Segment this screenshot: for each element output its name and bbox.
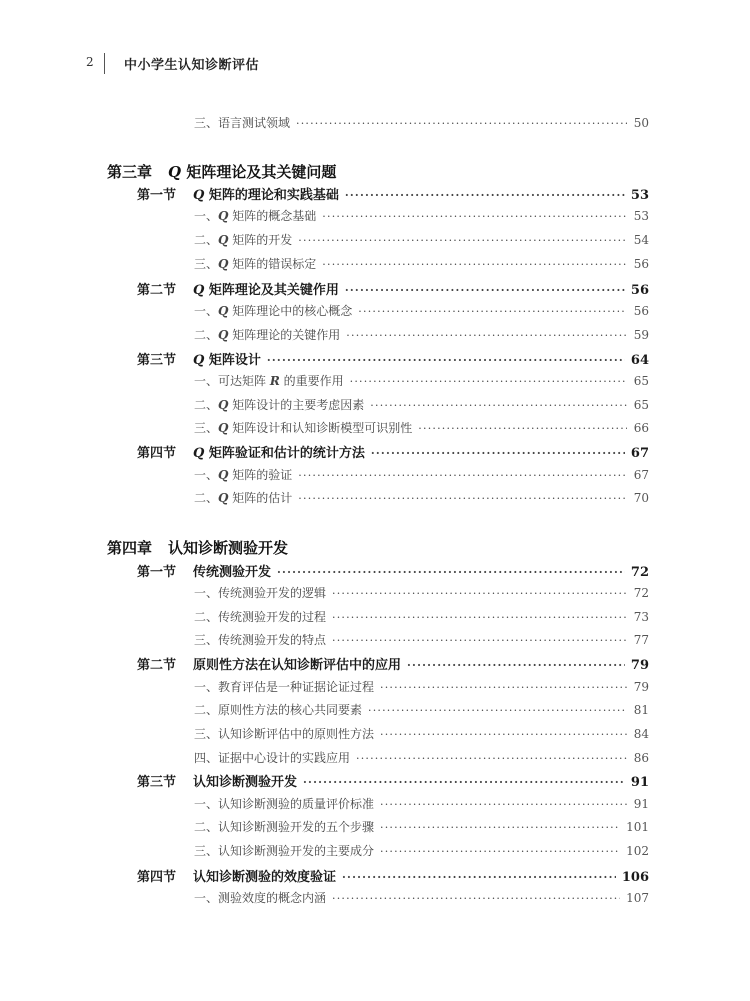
leader-dots	[332, 611, 627, 624]
section-number: 第二节	[137, 658, 177, 673]
leader-dots	[356, 752, 627, 765]
toc-item	[194, 749, 649, 766]
leader-dots	[322, 258, 627, 271]
leader-dots	[296, 117, 627, 130]
running-header	[86, 54, 686, 72]
section-number: 第一节	[137, 188, 177, 203]
leader-dots	[380, 798, 627, 811]
section-heading	[137, 771, 297, 790]
page-ref: 50	[633, 116, 649, 130]
leader-dots	[277, 566, 625, 579]
toc-section	[137, 184, 649, 203]
leader-dots	[407, 659, 625, 672]
item-title: 一、Q 矩阵的验证	[194, 468, 293, 482]
section-title-symbol: Q	[193, 188, 205, 203]
toc-item	[194, 231, 649, 248]
page-ref: 56	[633, 257, 649, 271]
toc-item	[194, 419, 649, 436]
section-title: 认知诊断测验开发	[193, 775, 298, 790]
section-heading	[137, 654, 401, 673]
item-title: 一、可达矩阵 R 的重要作用	[194, 374, 344, 388]
section-heading	[137, 442, 365, 461]
toc-section	[137, 771, 649, 790]
item-title: 二、Q 矩阵的开发	[194, 233, 293, 247]
toc-item	[194, 207, 649, 224]
page-ref: 65	[633, 374, 649, 388]
item-title-symbol: Q	[218, 304, 229, 318]
page-ref: 106	[621, 870, 649, 885]
page-ref: 67	[630, 446, 649, 461]
section-heading	[137, 184, 339, 203]
page-ref: 73	[633, 610, 649, 624]
page-ref: 79	[630, 658, 649, 673]
leader-dots	[298, 492, 627, 505]
leader-dots	[380, 728, 627, 741]
leader-dots	[346, 329, 627, 342]
toc-item	[194, 466, 649, 483]
section-number: 第四节	[137, 446, 177, 461]
item-title-symbol: Q	[218, 328, 229, 342]
chapter-title: Q 矩阵理论及其关键问题	[168, 163, 337, 181]
toc-item	[194, 725, 649, 742]
toc-item	[194, 396, 649, 413]
item-title-symbol: Q	[218, 233, 229, 247]
header-divider	[104, 53, 105, 74]
leader-dots	[345, 284, 625, 297]
section-number: 第一节	[137, 565, 177, 580]
leader-dots	[303, 776, 625, 789]
section-number: 第三节	[137, 775, 177, 790]
toc-chapter	[107, 537, 288, 558]
page-ref: 66	[633, 421, 649, 435]
item-title: 三、认知诊断测验开发的主要成分	[194, 844, 375, 858]
page-ref: 79	[633, 680, 649, 694]
toc-section	[137, 561, 649, 580]
item-title: 一、Q 矩阵的概念基础	[194, 209, 317, 223]
page-ref: 65	[633, 398, 649, 412]
item-title: 三、认知诊断评估中的原则性方法	[194, 727, 375, 741]
page-ref: 54	[633, 233, 649, 247]
item-title: 二、Q 矩阵理论的关键作用	[194, 328, 341, 342]
item-title-symbol: Q	[218, 209, 229, 223]
item-title-symbol: Q	[218, 421, 229, 435]
section-title: Q 矩阵理论及其关键作用	[193, 283, 339, 298]
section-heading	[137, 561, 271, 580]
toc-item	[194, 608, 649, 625]
chapter-title-symbol: Q	[168, 163, 182, 181]
page-ref: 86	[633, 751, 649, 765]
leader-dots	[418, 422, 627, 435]
leader-dots	[332, 892, 620, 905]
page-ref: 102	[626, 844, 649, 858]
item-title-symbol: Q	[218, 398, 229, 412]
toc-item	[194, 818, 649, 835]
leader-dots	[370, 399, 627, 412]
toc-item	[194, 372, 649, 389]
page-ref: 53	[630, 188, 649, 203]
leader-dots	[350, 375, 627, 388]
item-title: 三、Q 矩阵的错误标定	[194, 257, 317, 271]
section-title: 认知诊断测验的效度验证	[193, 870, 337, 885]
item-title: 一、认知诊断测验的质量评价标准	[194, 797, 375, 811]
section-title: 传统测验开发	[193, 565, 272, 580]
toc-section	[137, 279, 649, 298]
item-title-symbol: Q	[218, 491, 229, 505]
item-title: 四、证据中心设计的实践应用	[194, 751, 351, 765]
item-title: 三、语言测试领域	[194, 116, 291, 130]
page-ref: 67	[633, 468, 649, 482]
toc-item	[194, 584, 649, 601]
section-number: 第三节	[137, 353, 177, 368]
item-title: 一、传统测验开发的逻辑	[194, 586, 327, 600]
item-title: 一、Q 矩阵理论中的核心概念	[194, 304, 353, 318]
leader-dots	[371, 447, 625, 460]
toc-item	[194, 701, 649, 718]
section-number: 第二节	[137, 283, 177, 298]
toc-item	[194, 489, 649, 506]
item-title: 三、Q 矩阵设计和认知诊断模型可识别性	[194, 421, 413, 435]
toc-item	[194, 255, 649, 272]
page-ref: 64	[630, 353, 649, 368]
chapter-number: 第三章	[107, 163, 153, 181]
section-heading	[137, 349, 261, 368]
leader-dots	[380, 845, 620, 858]
page-ref: 72	[630, 565, 649, 580]
section-title: 原则性方法在认知诊断评估中的应用	[193, 658, 402, 673]
section-title-symbol: Q	[193, 283, 205, 298]
page-ref: 72	[633, 586, 649, 600]
leader-dots	[358, 305, 627, 318]
toc-item	[194, 889, 649, 906]
leader-dots	[332, 587, 627, 600]
leader-dots	[267, 354, 625, 367]
section-heading	[137, 866, 336, 885]
chapter-title: 认知诊断测验开发	[168, 539, 289, 557]
page-ref: 59	[633, 328, 649, 342]
section-heading	[137, 279, 339, 298]
item-title: 二、Q 矩阵设计的主要考虑因素	[194, 398, 365, 412]
item-title: 二、认知诊断测验开发的五个步骤	[194, 820, 375, 834]
page-ref: 81	[633, 703, 649, 717]
item-title-symbol: Q	[218, 468, 229, 482]
leader-dots	[342, 871, 616, 884]
leader-dots	[298, 234, 627, 247]
item-title-symbol: R	[269, 374, 280, 388]
item-title: 二、原则性方法的核心共同要素	[194, 703, 363, 717]
page-ref: 107	[626, 891, 649, 905]
item-title: 一、教育评估是一种证据论证过程	[194, 680, 375, 694]
item-title: 二、传统测验开发的过程	[194, 610, 327, 624]
toc-section	[137, 442, 649, 461]
page-ref: 56	[630, 283, 649, 298]
leader-dots	[298, 469, 627, 482]
page-ref: 91	[630, 775, 649, 790]
toc-item	[194, 302, 649, 319]
toc-item	[194, 631, 649, 648]
leader-dots	[345, 189, 625, 202]
chapter-number: 第四章	[107, 539, 153, 557]
page-ref: 56	[633, 304, 649, 318]
toc-item	[194, 842, 649, 859]
leader-dots	[380, 681, 627, 694]
toc-section	[137, 866, 649, 885]
chapter-heading	[107, 161, 336, 182]
toc-section	[137, 349, 649, 368]
section-title-symbol: Q	[193, 446, 205, 461]
toc-chapter	[107, 161, 336, 182]
book-title: 中小学生认知诊断评估	[124, 58, 260, 73]
item-title-symbol: Q	[218, 257, 229, 271]
leader-dots	[322, 210, 627, 223]
page-number: 2	[86, 55, 94, 69]
section-number: 第四节	[137, 870, 177, 885]
page-ref: 53	[633, 209, 649, 223]
leader-dots	[380, 821, 620, 834]
item-title: 二、Q 矩阵的估计	[194, 491, 293, 505]
section-title: Q 矩阵验证和估计的统计方法	[193, 446, 365, 461]
section-title-symbol: Q	[193, 353, 205, 368]
toc-item	[194, 678, 649, 695]
item-title: 三、传统测验开发的特点	[194, 633, 327, 647]
chapter-heading	[107, 537, 288, 558]
toc-item	[194, 326, 649, 343]
toc-item	[194, 114, 649, 131]
section-title: Q 矩阵设计	[193, 353, 261, 368]
leader-dots	[368, 704, 627, 717]
leader-dots	[332, 634, 627, 647]
page-ref: 77	[633, 633, 649, 647]
page-ref: 101	[626, 820, 649, 834]
toc-section	[137, 654, 649, 673]
page-ref: 70	[633, 491, 649, 505]
toc-item	[194, 795, 649, 812]
item-title: 一、测验效度的概念内涵	[194, 891, 327, 905]
section-title: Q 矩阵的理论和实践基础	[193, 188, 339, 203]
page-ref: 84	[633, 727, 649, 741]
page-ref: 91	[633, 797, 649, 811]
